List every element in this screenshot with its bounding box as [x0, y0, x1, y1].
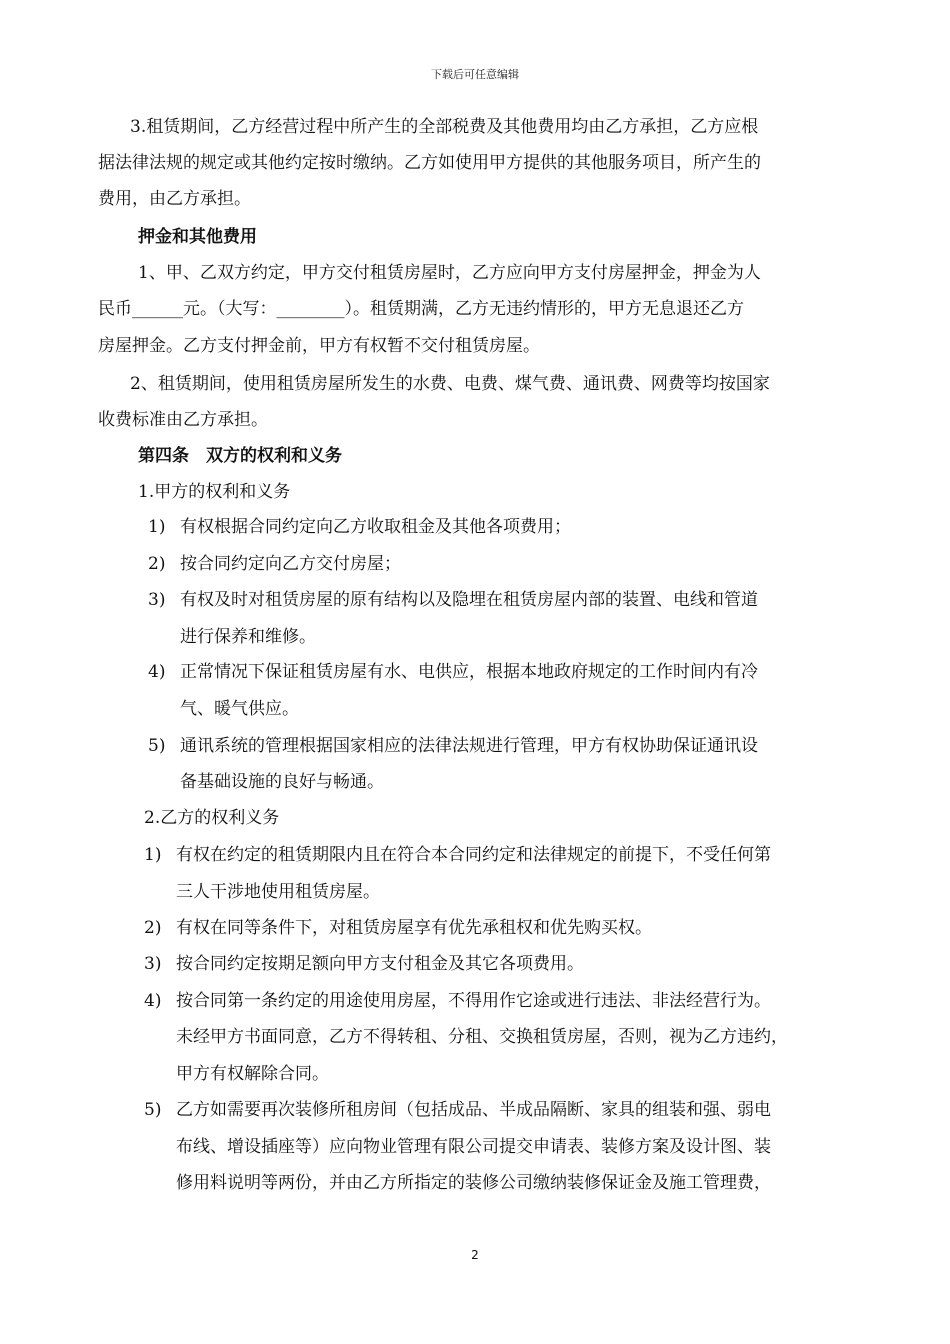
- clause-3-line-3: 费用，由乙方承担。: [98, 189, 251, 209]
- party-a-item-3-cont: 进行保养和维修。: [180, 627, 316, 647]
- deposit-1-line-1: 1、甲、乙双方约定，甲方交付租赁房屋时，乙方应向甲方支付房屋押金，押金为人: [138, 263, 761, 283]
- item-text: 有权根据合同约定向乙方收取租金及其他各项费用；: [180, 517, 571, 537]
- article-4-heading: 第四条 双方的权利和义务: [138, 446, 342, 466]
- item-text: 按合同第一条约定的用途使用房屋，不得用作它途或进行违法、非法经营行为。: [176, 991, 771, 1011]
- item-number: 5): [148, 736, 166, 756]
- page-header: 下载后可任意编辑: [431, 68, 519, 81]
- party-b-item-3: [144, 954, 584, 974]
- party-b-item-5-cont-1: 布线、增设插座等）应向物业管理有限公司提交申请表、装修方案及设计图、装: [176, 1137, 771, 1157]
- party-b-item-2: [144, 918, 652, 938]
- item-text: 乙方如需要再次装修所租房间（包括成品、半成品隔断、家具的组装和强、弱电: [176, 1100, 771, 1120]
- deposit-2-line-2: 收费标准由乙方承担。: [98, 410, 268, 430]
- party-b-item-4: [144, 991, 771, 1011]
- item-number: 4): [148, 662, 166, 682]
- item-text: 正常情况下保证租赁房屋有水、电供应，根据本地政府规定的工作时间内有冷: [180, 662, 758, 682]
- page-number: 2: [471, 1248, 479, 1262]
- party-b-item-1-cont: 三人干涉地使用租赁房屋。: [176, 882, 380, 902]
- item-number: 2): [144, 918, 162, 938]
- item-text: 有权在同等条件下，对租赁房屋享有优先承租权和优先购买权。: [176, 918, 652, 938]
- clause-3-line-1: 3.租赁期间，乙方经营过程中所产生的全部税费及其他费用均由乙方承担，乙方应根: [130, 117, 759, 137]
- party-b-heading: 2.乙方的权利义务: [144, 808, 280, 828]
- party-b-item-1: [144, 845, 771, 865]
- party-a-item-5: [148, 736, 758, 756]
- item-number: 3): [148, 590, 166, 610]
- item-text: 通讯系统的管理根据国家相应的法律法规进行管理，甲方有权协助保证通讯设: [180, 736, 758, 756]
- party-a-item-3: [148, 590, 758, 610]
- party-a-item-4-cont: 气、暖气供应。: [180, 699, 299, 719]
- party-a-item-2: [148, 554, 401, 574]
- party-a-item-5-cont: 备基础设施的良好与畅通。: [180, 772, 384, 792]
- deposit-1-line-3: 房屋押金。乙方支付押金前，甲方有权暂不交付租赁房屋。: [98, 336, 540, 356]
- item-number: 1): [148, 517, 166, 537]
- item-number: 4): [144, 991, 162, 1011]
- item-number: 1): [144, 845, 162, 865]
- item-text: 按合同约定向乙方交付房屋；: [180, 554, 401, 574]
- party-a-heading: 1.甲方的权利和义务: [138, 482, 291, 502]
- party-b-item-5: [144, 1100, 771, 1120]
- party-b-item-4-cont-2: 甲方有权解除合同。: [176, 1064, 329, 1084]
- party-a-item-1: [148, 517, 571, 537]
- deposit-heading: 押金和其他费用: [138, 227, 257, 247]
- clause-3-line-2: 据法律法规的规定或其他约定按时缴纳。乙方如使用甲方提供的其他服务项目，所产生的: [98, 153, 761, 173]
- party-b-item-4-cont-1: 未经甲方书面同意，乙方不得转租、分租、交换租赁房屋，否则，视为乙方违约，: [176, 1027, 788, 1047]
- party-b-item-5-cont-2: 修用料说明等两份，并由乙方所指定的装修公司缴纳装修保证金及施工管理费，: [176, 1173, 771, 1193]
- item-text: 有权在约定的租赁期限内且在符合本合同约定和法律规定的前提下，不受任何第: [176, 845, 771, 865]
- item-number: 5): [144, 1100, 162, 1120]
- party-a-item-4: [148, 662, 758, 682]
- item-number: 3): [144, 954, 162, 974]
- deposit-1-line-2: 民币______元。（大写：________）。租赁期满，乙方无违约情形的，甲方无息退还乙方: [98, 299, 744, 319]
- item-text: 按合同约定按期足额向甲方支付租金及其它各项费用。: [176, 954, 584, 974]
- deposit-2-line-1: 2、租赁期间，使用租赁房屋所发生的水费、电费、煤气费、通讯费、网费等均按国家: [130, 374, 770, 394]
- item-text: 有权及时对租赁房屋的原有结构以及隐埋在租赁房屋内部的装置、电线和管道: [180, 590, 758, 610]
- item-number: 2): [148, 554, 166, 574]
